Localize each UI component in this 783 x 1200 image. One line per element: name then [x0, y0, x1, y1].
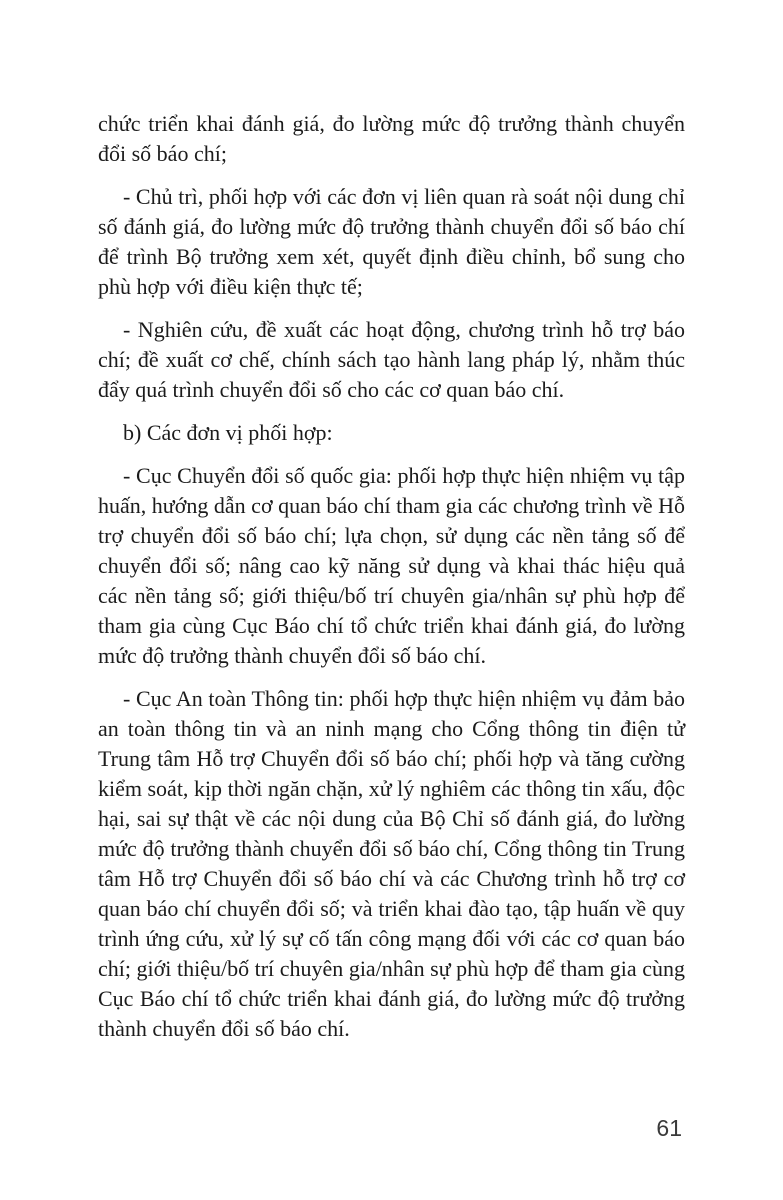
paragraph-bullet-cuc-chuyen-doi-so: - Cục Chuyển đổi số quốc gia: phối hợp thực hiện nhiệm vụ tập huấn, hướng dẫn cơ quan báo chí tham gia các chương trình về Hỗ trợ chuyển đổi số báo chí; lựa chọn, sử dụng các nền tảng số để chuyển đổi số; nâng cao kỹ năng sử dụng và khai thác hiệu quả các nền tảng số; giới thiệu/bố trí chuyên gia/nhân sự phù hợp để tham gia cùng Cục Báo chí tổ chức triển khai đánh giá, đo lường mức độ trưởng thành chuyển đổi số báo chí. — [98, 463, 685, 668]
paragraph-continuation: chức triển khai đánh giá, đo lường mức độ trưởng thành chuyển đổi số báo chí; — [98, 111, 685, 166]
paragraph-bullet-nghien-cuu: - Nghiên cứu, đề xuất các hoạt động, chương trình hỗ trợ báo chí; đề xuất cơ chế, chính sách tạo hành lang pháp lý, nhằm thúc đẩy quá trình chuyển đổi số cho các cơ quan báo chí. — [98, 317, 685, 402]
paragraph-heading-b: b) Các đơn vị phối hợp: — [123, 420, 333, 445]
paragraph-bullet-cuc-an-toan-thong-tin: - Cục An toàn Thông tin: phối hợp thực hiện nhiệm vụ đảm bảo an toàn thông tin và an ninh mạng cho Cổng thông tin điện tử Trung tâm Hỗ trợ Chuyển đổi số báo chí; phối hợp và tăng cường kiểm soát, kịp thời ngăn chặn, xử lý nghiêm các thông tin xấu, độc hại, sai sự thật về các nội dung của Bộ Chỉ số đánh giá, đo lường mức độ trưởng thành chuyển đổi số báo chí, Cổng thông tin Trung tâm Hỗ trợ Chuyển đổi số báo chí và các Chương trình hỗ trợ cơ quan báo chí chuyển đổi số; và triển khai đào tạo, tập huấn về quy trình ứng cứu, xử lý sự cố tấn công mạng đối với các cơ quan báo chí; giới thiệu/bố trí chuyên gia/nhân sự phù hợp để tham gia cùng Cục Báo chí tổ chức triển khai đánh giá, đo lường mức độ trưởng thành chuyển đổi số báo chí. — [98, 686, 685, 1041]
page-text — [98, 109, 685, 1057]
paragraph-bullet-chu-tri: - Chủ trì, phối hợp với các đơn vị liên quan rà soát nội dung chỉ số đánh giá, đo lường mức độ trưởng thành chuyển đổi số báo chí để trình Bộ trưởng xem xét, quyết định điều chỉnh, bổ sung cho phù hợp với điều kiện thực tế; — [98, 184, 685, 299]
page-number: 61 — [656, 1115, 682, 1141]
